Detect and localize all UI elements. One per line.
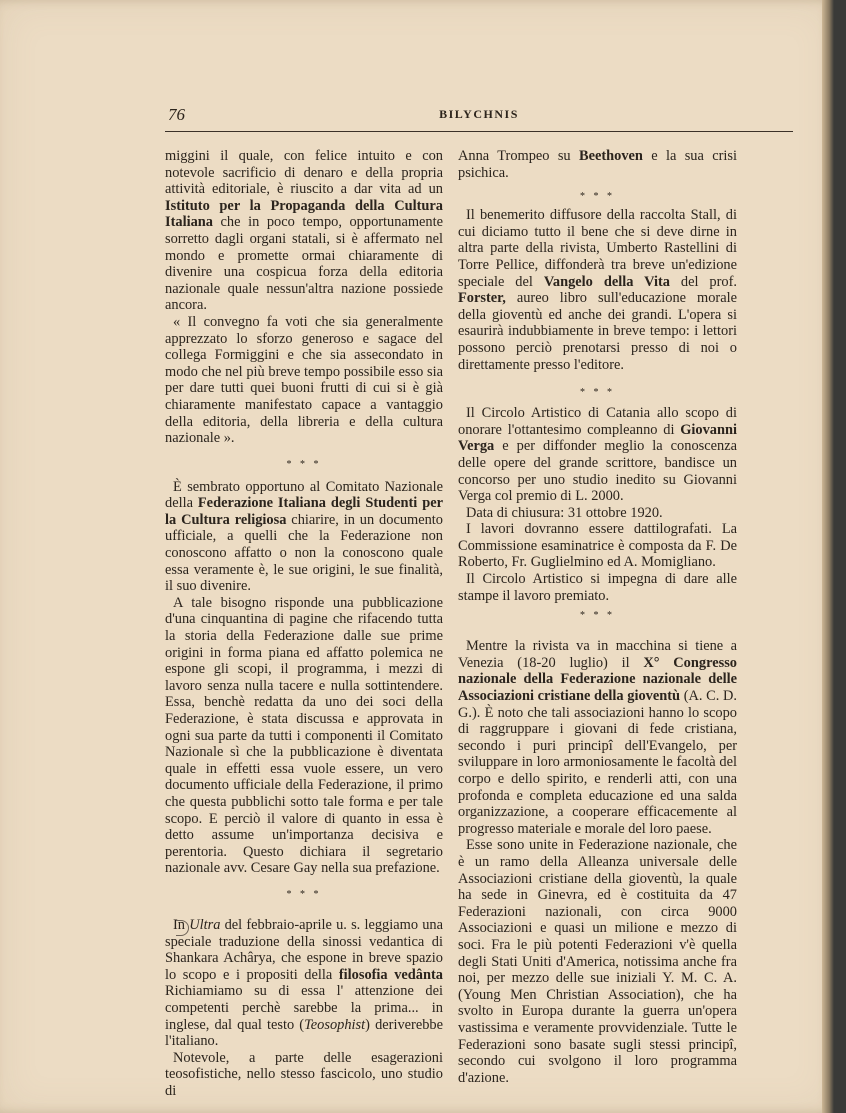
institute-name: Istituto per la Propaganda della Cultura Italiana xyxy=(165,197,443,231)
text-run: del prof. xyxy=(669,273,737,290)
paragraph-alleanza: Esse sono unite in Federazione nazionale, che è un ramo della Alleanza universale delle Associazioni cristiane della gioventù, la quale ha sede in Ginevra, ed è costituita da 47 Federazioni nazionali, con circa 9000 Associazioni e quasi un milione e mezzo di soci. Fra le più potenti Federazioni v'è quella degli Stati Uniti d'America, notissima anche fra noi, per mezzo delle sue iniziali Y. M. C. A. (Young Men Christian Association), che ha svolto in Europa durante la guerra un'opera vastissima e veramente provvidenziale. Tutte le Federazioni sono basate sugli stessi principî, secondo cui svolgono il loro programma d'azione. xyxy=(458,837,737,1086)
left-column xyxy=(165,148,443,1099)
text-run: (A. C. D. G.). È noto che tali associazioni hanno lo scopo di raggruppare i giovani di fede cristiana, secondo i puri principî dell'Evangelo, per sviluppare in loro armoniosamente le facoltà del corpo e dello spirito, e renderli atti, con una profonda e completa educazione ed una salda organizzazione, a cooperare efficacemente al progresso materiale e morale del loro paese. xyxy=(458,688,737,837)
text-run: miggini il quale, con felice intuito e con notevole sacrificio di denaro e della propria attività editoriale, è riuscito a dar vita ad un xyxy=(165,148,443,198)
text-run: ) deriverebbe l'italiano. xyxy=(165,1016,443,1050)
paragraph-ultra xyxy=(165,917,443,1050)
text-run: e per diffonder meglio la conoscenza delle opere del grande scrittore, bandisce un concorso per uno studio inedito su Giovanni Verga col premio di L. 2000. xyxy=(458,438,737,505)
page-edge-shadow xyxy=(822,0,834,1113)
paragraph-chiusura: Data di chiusura: 31 ottobre 1920. xyxy=(466,504,663,521)
text-run: In xyxy=(173,916,190,933)
text-run: Mentre la rivista va in macchina si tiene a Venezia (18-20 luglio) il xyxy=(458,638,737,671)
text-run: chiarire, in un documento ufficiale, a quelli che la Federazione non conoscono affatto o non la conoscono quale essa veramente è, le sue origini, le sue finalità, il suo divenire. xyxy=(165,511,443,595)
paragraph-premiato: Il Circolo Artistico si impegna di dare alle stampe il lavoro premiato. xyxy=(458,571,737,604)
section-separator: * * * xyxy=(580,387,615,399)
journal-title: Teosophist xyxy=(304,1016,366,1033)
text-run: Il benemerito diffusore della raccolta Stall, di cui diciamo tutto il bene che si deve dirne in altra parte della rivista, Umberto Rastellini di Torre Pellice, diffonderà tra breve un'edizione speciale del xyxy=(458,207,737,290)
text-run: aureo libro sull'educazione morale della gioventù ed anche dei grandi. L'opera si esaurirà indubbiamente in breve tempo: i lettori possono perciò prenotarsi presso di noi o direttamente presso l'editore. xyxy=(458,290,737,373)
paragraph-pubblicazione: A tale bisogno risponde una pubblicazione d'una cinquantina di pagine che rifacendo tutta la storia della Federazione dalle sue prime origini in forma piana ed affatto polemica ne espone gli scopi, il programma, i mezzi di lavoro senza nulla tacere e nulla sottintendere. Essa, benchè redatta da uno dei soci della Federazione, è stata discussa e approvata in ogni sua parte da tutti i componenti il Comitato Nazionale sì che la pubblicazione è diventata quale in effetti essa vuole essere, un vero documento ufficiale della Federazione, il primo che questa pubblichi sotto tale forma e per tale scopo. E perciò il valore di quanto in essa è detto assume un'importanza decisiva e perentoria. Questo dichiara il segretario nazionale avv. Cesare Gay nella sua prefazione. xyxy=(165,594,443,877)
beethoven-name: Beethoven xyxy=(578,148,643,164)
page-number: 76 xyxy=(168,105,185,124)
paragraph-convegno: « Il convegno fa voti che sia generalmente apprezzato lo sforzo generoso e sagace del collega Formiggini e che sia assecondato in modo che nel più breve tempo possibile esso sia per dare tutti quei buoni frutti di cui si è già chiaramente manifestato capace a vantaggio della editoria, della libreria e della cultura nazionale ». xyxy=(165,313,443,447)
text-run: Anna Trompeo su xyxy=(458,148,579,164)
paragraph-circolo xyxy=(458,405,737,505)
paragraph-beethoven xyxy=(458,148,737,181)
text-run: che in poco tempo, opportunamente sorretto dagli organi statali, si è affermato nel mondo e promette ormai chiaramente di divenire una cospicua forza della editoria nazionale quale nessun'altra nazione possiede ancora. xyxy=(165,214,443,314)
text-run: del febbraio-aprile u. s. leggiamo una speciale traduzione della sinossi vedantica di Shankara Achârya, che espone in breve spazio lo scopo e i propositi della xyxy=(165,916,443,983)
page-header xyxy=(165,103,793,132)
journal-title: Ultra xyxy=(189,916,221,933)
running-title: BILYCHNIS xyxy=(439,107,519,121)
paragraph-federazione xyxy=(165,479,443,595)
paragraph-lavori: I lavori dovranno essere dattilografati. La Commissione esaminatrice è composta da F. De Roberto, Fr. Guglielmino ed A. Momigliano. xyxy=(458,521,737,571)
book-title: Vangelo della Vita xyxy=(543,273,670,290)
section-separator: * * * xyxy=(286,888,322,900)
philosophy-term: filosofia vedânta xyxy=(338,966,443,983)
text-run: Il Circolo Artistico di Catania allo scopo di onorare l'ottantesimo compleanno di xyxy=(458,405,737,438)
text-run: e la sua crisi psichica. xyxy=(458,148,737,181)
paragraph-notevole: Notevole, a parte delle esagerazioni teosofistiche, nello stesso fascicolo, uno studio di xyxy=(165,1049,443,1099)
section-separator: * * * xyxy=(286,458,322,470)
federation-name: Federazione Italiana degli Studenti per la Cultura religiosa xyxy=(165,495,443,528)
text-run: È sembrato opportuno al Comitato Nazionale della xyxy=(165,478,443,512)
verga-name: Giovanni Verga xyxy=(458,421,737,455)
section-separator: * * * xyxy=(580,610,615,622)
paragraph-congresso xyxy=(458,638,737,837)
paragraph-formiggini xyxy=(165,148,443,314)
text-run: Richiamiamo su di essa l' attenzione dei competenti perchè sarebbe la prima... in inglese, dal qual testo ( xyxy=(165,983,443,1033)
congress-name: X° Congresso nazionale della Federazione nazionale delle Associazioni cristiane della gioventù xyxy=(458,654,737,705)
section-separator: * * * xyxy=(580,191,615,203)
right-column xyxy=(458,148,737,1086)
author-name: Forster, xyxy=(458,290,506,307)
paragraph-vangelo xyxy=(458,207,737,373)
